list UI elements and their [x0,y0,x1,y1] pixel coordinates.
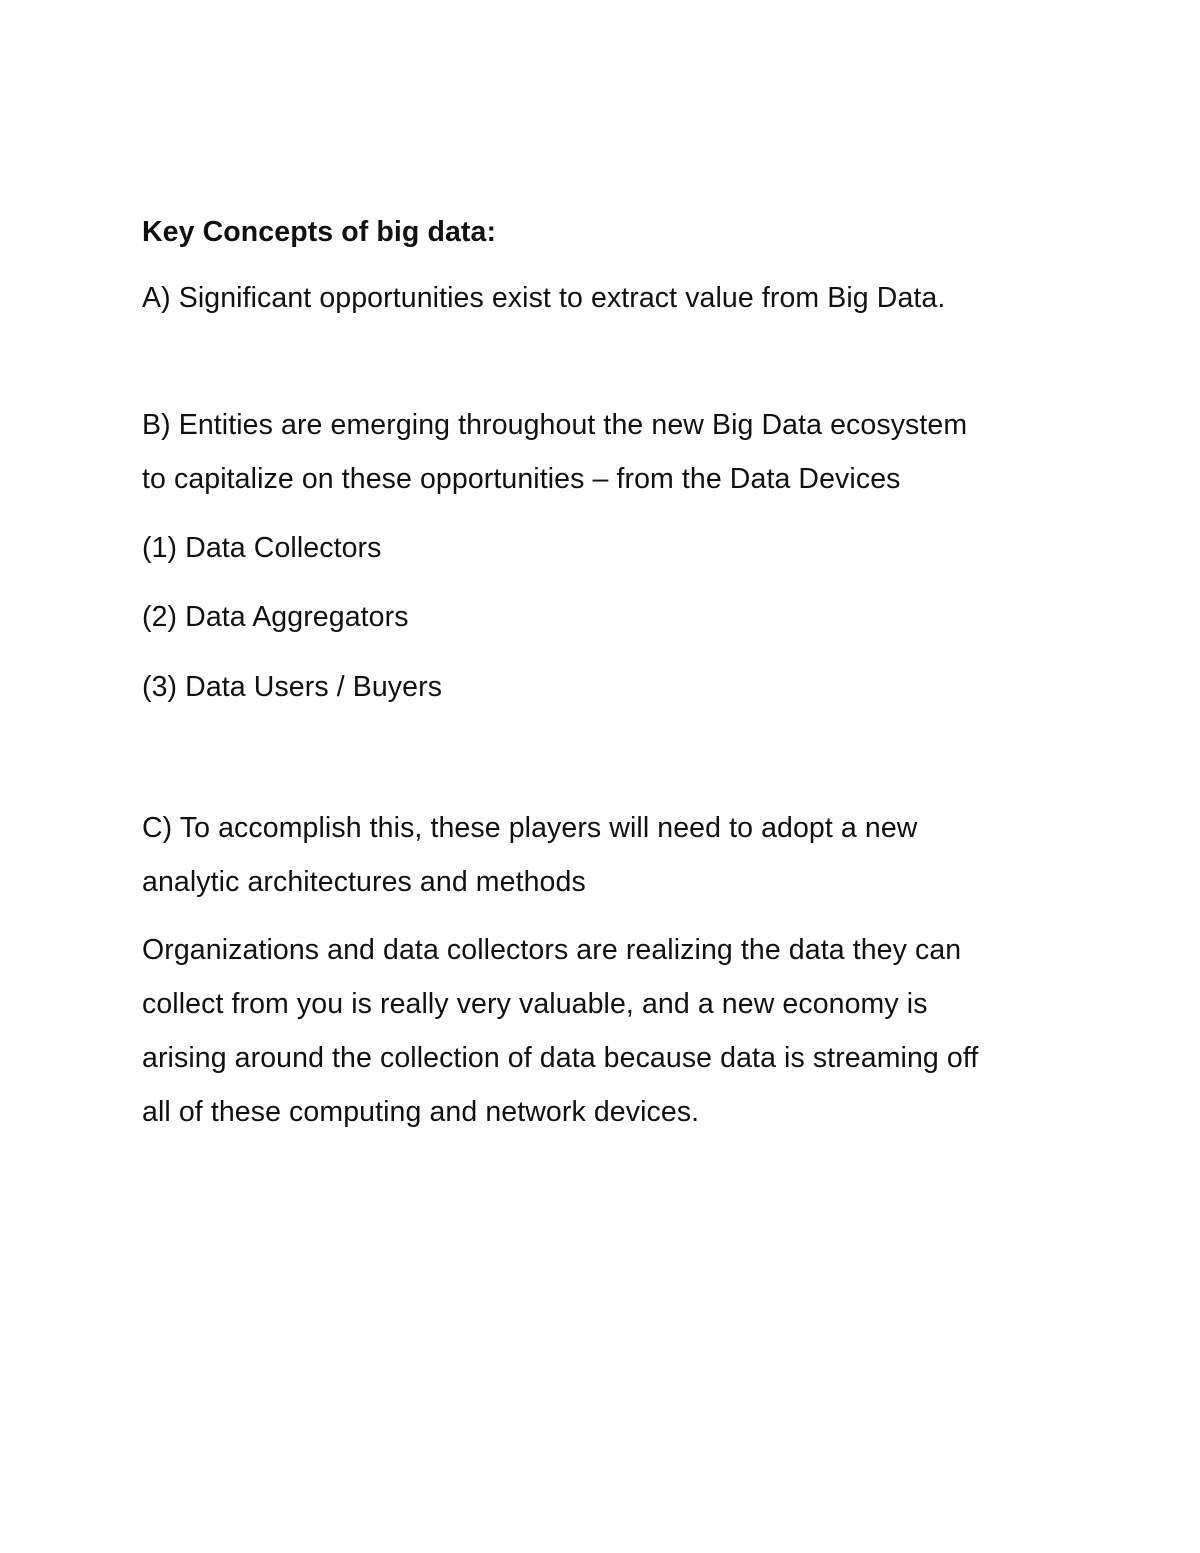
paragraph-line-1: Organizations and data collectors are realizing the data they can [142,934,962,966]
paragraph-line-2: collect from you is really very valuable, and a new economy is [142,988,928,1020]
paragraph-line-4: all of these computing and network devices. [142,1096,700,1128]
paragraph-line-3: arising around the collection of data because data is streaming off [142,1042,979,1074]
point-c-line-1: C) To accomplish this, these players will need to adopt a new [142,812,918,844]
list-item-1: (1) Data Collectors [142,532,382,564]
point-b-line-2: to capitalize on these opportunities – from the Data Devices [142,463,901,495]
point-a: A) Significant opportunities exist to extract value from Big Data. [142,282,946,314]
list-item-2: (2) Data Aggregators [142,601,409,633]
list-item-3: (3) Data Users / Buyers [142,671,443,703]
document-title: Key Concepts of big data: [142,216,497,248]
point-b-line-1: B) Entities are emerging throughout the new Big Data ecosystem [142,409,968,441]
point-c-line-2: analytic architectures and methods [142,866,586,898]
